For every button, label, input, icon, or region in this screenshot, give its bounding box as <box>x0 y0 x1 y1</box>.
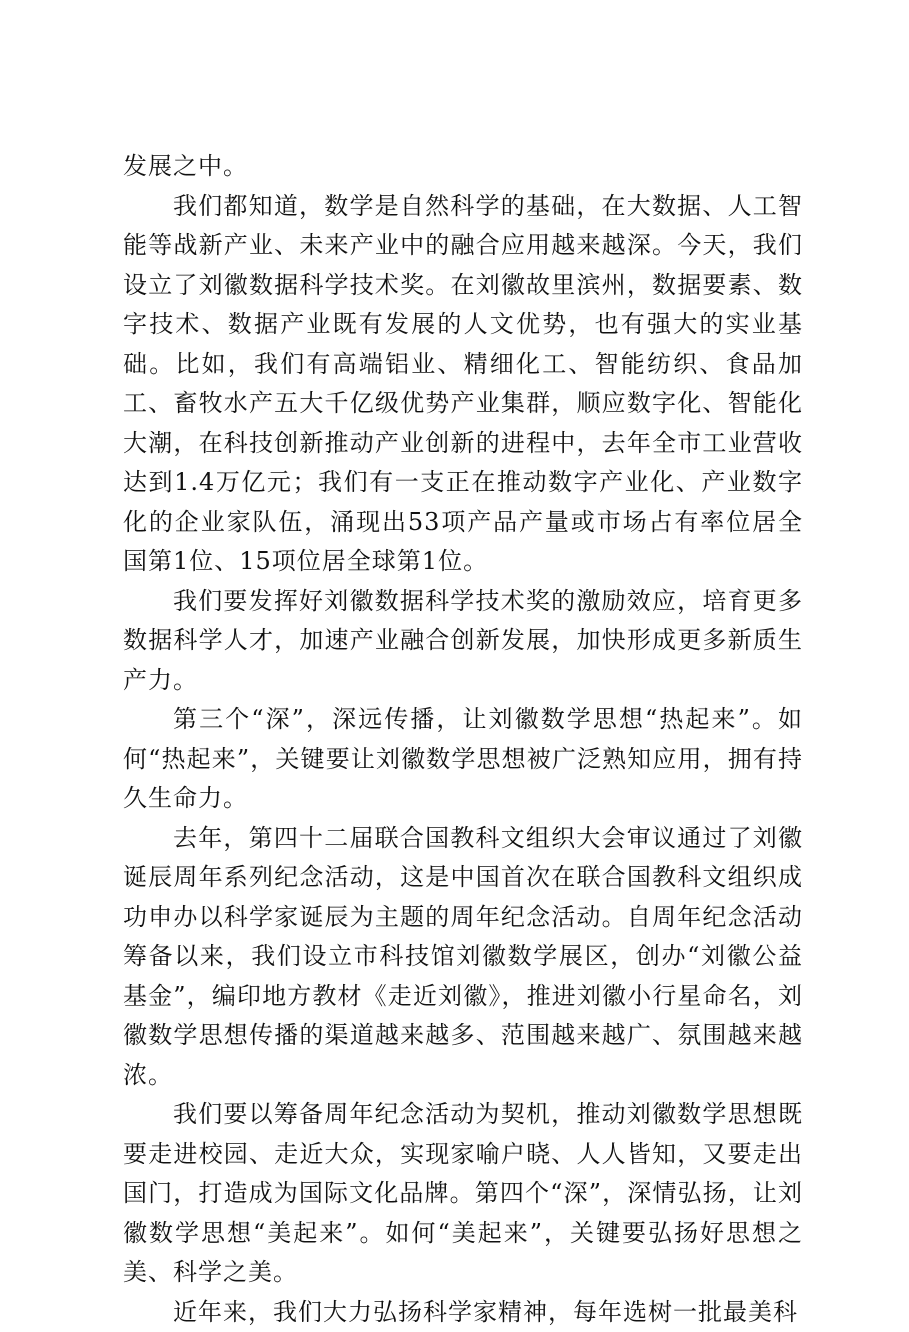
paragraph-unesco: 去年，第四十二届联合国教科文组织大会审议通过了刘徽诞辰周年系列纪念活动，这是中国首次在联合国教科文组织成功申办以科学家诞辰为主题的周年纪念活动。自周年纪念活动筹备以来，我们设立市科技馆刘徽数学展区，创办“刘徽公益基金”，编印地方教材《走近刘徽》，推进刘徽小行星命名，刘徽数学思想传播的渠道越来越多、范围越来越广、氛围越来越浓。 <box>123 819 803 1096</box>
paragraph-scientist-spirit: 近年来，我们大力弘扬科学家精神，每年选树一批最美科 <box>123 1293 803 1332</box>
paragraph-third-deep: 第三个“深”，深远传播，让刘徽数学思想“热起来”。如何“热起来”，关键要让刘徽数学思想被广泛熟知应用，拥有持久生命力。 <box>123 700 803 819</box>
paragraph-math-foundation: 我们都知道，数学是自然科学的基础，在大数据、人工智能等战新产业、未来产业中的融合应用越来越深。今天，我们设立了刘徽数据科学技术奖。在刘徽故里滨州，数据要素、数字技术、数据产业既有发展的人文优势，也有强大的实业基础。比如，我们有高端铝业、精细化工、智能纺织、食品加工、畜牧水产五大千亿级优势产业集群，顺应数字化、智能化大潮，在科技创新推动产业创新的进程中，去年全市工业营收达到1.4万亿元；我们有一支正在推动数字产业化、产业数字化的企业家队伍，涌现出53项产品产量或市场占有率位居全国第1位、15项位居全球第1位。 <box>123 187 803 582</box>
paragraph-award-incentive: 我们要发挥好刘徽数据科学技术奖的激励效应，培育更多数据科学人才，加速产业融合创新发展，加快形成更多新质生产力。 <box>123 582 803 701</box>
paragraph-fourth-deep: 我们要以筹备周年纪念活动为契机，推动刘徽数学思想既要走进校园、走近大众，实现家喻户晓、人人皆知，又要走出国门，打造成为国际文化品牌。第四个“深”，深情弘扬，让刘徽数学思想“美起来”。如何“美起来”，关键要弘扬好思想之美、科学之美。 <box>123 1095 803 1293</box>
document-body <box>123 147 803 1332</box>
paragraph-continuation: 发展之中。 <box>123 147 803 187</box>
